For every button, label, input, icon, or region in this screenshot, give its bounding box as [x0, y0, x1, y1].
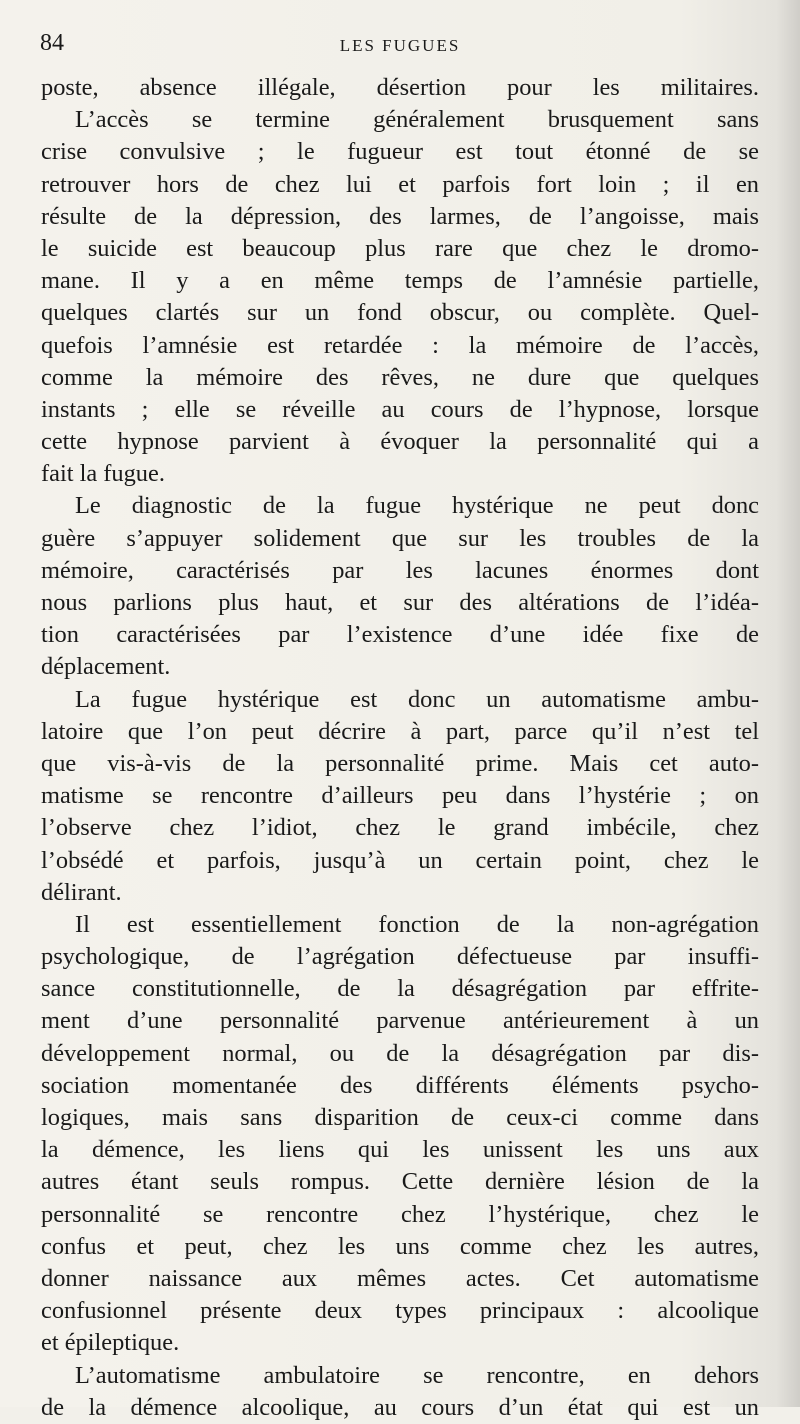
text-line: résulte de la dépression, des larmes, de l’angoisse, mais: [41, 202, 759, 230]
running-title: LES FUGUES: [339, 36, 461, 55]
text-line: que vis-à-vis de la personnalité prime. Mais cet auto-: [41, 749, 759, 777]
text-line: sociation momentanée des différents éléments psycho-: [41, 1071, 759, 1099]
text-line: fait la fugue.: [41, 460, 165, 488]
text-line: quelques clartés sur un fond obscur, ou complète. Quel-: [41, 299, 759, 327]
text-line: ment d’une personnalité parvenue antérieurement à un: [41, 1007, 759, 1035]
text-line: délirant.: [41, 878, 122, 906]
text-line: développement normal, ou de la désagrégation par dis-: [41, 1039, 759, 1067]
text-line: le suicide est beaucoup plus rare que chez le dromo-: [41, 234, 759, 262]
text-line: nous parlions plus haut, et sur des altérations de l’idéa-: [41, 589, 759, 616]
page-header: [40, 28, 760, 68]
text-line: quefois l’amnésie est retardée : la mémoire de l’accès,: [41, 331, 759, 359]
text-line: confusionnel présente deux types principaux : alcoolique: [41, 1297, 759, 1325]
text-line: sance constitutionnelle, de la désagrégation par effrite-: [41, 975, 759, 1003]
text-line: confus et peut, chez les uns comme chez les autres,: [41, 1232, 759, 1260]
text-line: autres étant seuls rompus. Cette dernière lésion de la: [41, 1168, 759, 1196]
text-line: guère s’appuyer solidement que sur les troubles de la: [41, 524, 759, 552]
text-line: instants ; elle se réveille au cours de l’hypnose, lorsque: [41, 395, 759, 423]
text-line: et épileptique.: [41, 1329, 180, 1357]
text-line: latoire que l’on peut décrire à part, parce qu’il n’est tel: [41, 717, 759, 745]
text-line: L’automatisme ambulatoire se rencontre, en dehors: [75, 1361, 759, 1389]
text-line: de la démence alcoolique, au cours d’un état qui est un: [41, 1393, 759, 1421]
text-line: poste, absence illégale, désertion pour les militaires.: [41, 74, 759, 101]
text-line: déplacement.: [41, 653, 171, 681]
text-line: tion caractérisées par l’existence d’une idée fixe de: [41, 621, 759, 649]
text-line: Le diagnostic de la fugue hystérique ne peut donc: [75, 492, 759, 520]
text-line: personnalité se rencontre chez l’hystérique, chez le: [41, 1200, 759, 1228]
text-line: La fugue hystérique est donc un automatisme ambu-: [75, 685, 759, 713]
text-line: retrouver hors de chez lui et parfois fort loin ; il en: [41, 170, 759, 198]
text-line: logiques, mais sans disparition de ceux-ci comme dans: [41, 1104, 759, 1131]
text-line: matisme se rencontre d’ailleurs peu dans l’hystérie ; on: [41, 782, 759, 810]
page-number: 84: [40, 30, 64, 56]
text-line: mémoire, caractérisés par les lacunes énormes dont: [41, 556, 759, 584]
text-line: L’accès se termine généralement brusquement sans: [75, 106, 759, 134]
text-line: psychologique, de l’agrégation défectueuse par insuffi-: [41, 943, 759, 971]
text-line: l’observe chez l’idiot, chez le grand imbécile, chez: [41, 814, 759, 842]
text-line: comme la mémoire des rêves, ne dure que quelques: [41, 363, 759, 391]
body-text: [41, 72, 759, 1424]
text-line: crise convulsive ; le fugueur est tout étonné de se: [41, 138, 759, 166]
text-line: cette hypnose parvient à évoquer la personnalité qui a: [41, 428, 759, 456]
text-line: mane. Il y a en même temps de l’amnésie partielle,: [41, 267, 759, 295]
text-line: donner naissance aux mêmes actes. Cet automatisme: [41, 1264, 759, 1292]
text-line: Il est essentiellement fonction de la non-agrégation: [75, 910, 759, 938]
text-line: l’obsédé et parfois, jusqu’à un certain point, chez le: [41, 846, 759, 874]
text-line: la démence, les liens qui les unissent les uns aux: [41, 1136, 759, 1164]
